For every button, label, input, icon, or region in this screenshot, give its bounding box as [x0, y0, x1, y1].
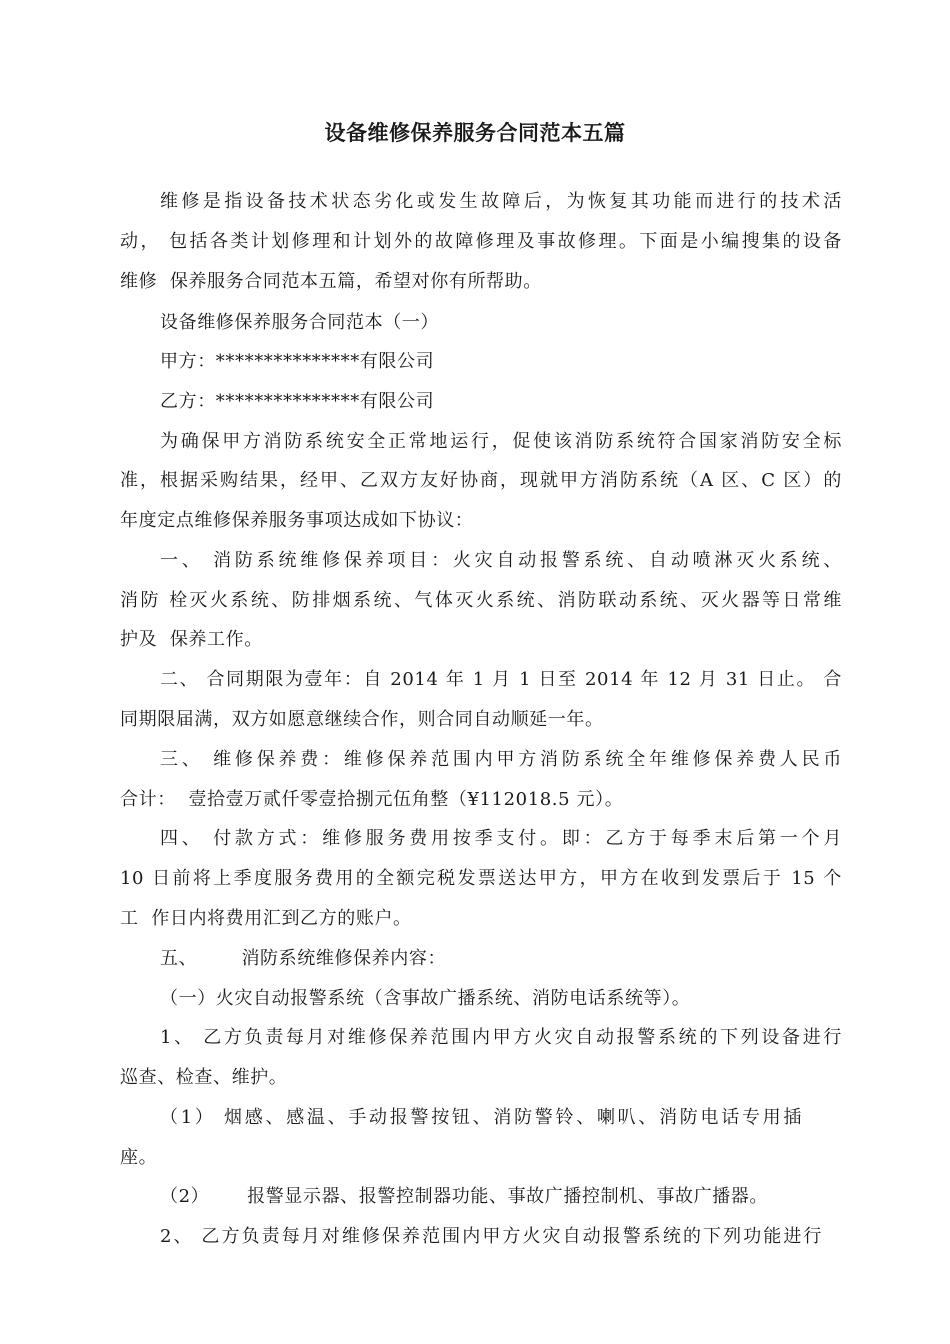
paragraph-line: 维修是指设备技术状态劣化或发生故障后，为恢复其功能而进行的技术活	[160, 191, 842, 212]
clause-line: 同期限届满，双方如愿意继续合作，则合同自动顺延一年。	[120, 709, 604, 730]
item-line: 座。	[120, 1147, 158, 1168]
clause-line: 一、 消防系统维修保养项目：火灾自动报警系统、自动喷淋灭火系统、	[160, 550, 842, 571]
section-heading: 设备维修保养服务合同范本（一）	[160, 312, 439, 333]
clause-line: 工 作日内将费用汇到乙方的账户。	[120, 908, 412, 929]
clause-line: 10 日前将上季度服务费用的全额完税发票送达甲方，甲方在收到发票后于 15 个	[120, 868, 842, 889]
paragraph-line: 维修 保养服务合同范本五篇，希望对你有所帮助。	[120, 271, 542, 292]
subsection-heading: （一）火灾自动报警系统（含事故广播系统、消防电话系统等）。	[160, 988, 691, 1009]
paragraph-line: 动， 包括各类计划修理和计划外的故障修理及事故修理。下面是小编搜集的设备	[120, 231, 842, 252]
party-a-line: 甲方：***************有限公司	[160, 351, 435, 372]
clause-line: 三、 维修保养费：维修保养范围内甲方消防系统全年维修保养费人民币	[160, 749, 842, 770]
item-line: 巡查、检查、维护。	[120, 1067, 288, 1088]
document-title: 设备维修保养服务合同范本五篇	[324, 121, 626, 145]
item-line: （1） 烟感、感温、手动报警按钮、消防警铃、喇叭、消防电话专用插	[160, 1107, 802, 1128]
clause-line: 合计： 壹拾壹万贰仟零壹拾捌元伍角整（¥112018.5 元）。	[120, 789, 624, 810]
clause-line: 护及 保养工作。	[120, 629, 263, 650]
clause-line: 消防 栓灭火系统、防排烟系统、气体灭火系统、消防联动系统、灭火器等日常维	[120, 590, 842, 611]
paragraph-line: 年度定点维修保养服务事项达成如下协议：	[120, 510, 474, 531]
clause-line: 二、 合同期限为壹年：自 2014 年 1 月 1 日至 2014 年 12 月 31 日止。 合	[160, 669, 842, 690]
item-line: （2） 报警显示器、报警控制器功能、事故广播控制机、事故广播器。	[160, 1186, 768, 1207]
paragraph-line: 为确保甲方消防系统安全正常地运行，促使该消防系统符合国家消防安全标	[160, 431, 842, 452]
clause-line: 四、 付款方式：维修服务费用按季支付。即：乙方于每季末后第一个月	[160, 828, 842, 849]
paragraph-line: 准，根据采购结果，经甲、乙双方友好协商，现就甲方消防系统（A 区、C 区）的	[120, 470, 842, 491]
clause-line: 五、 消防系统维修保养内容：	[160, 948, 447, 969]
item-line: 1、 乙方负责每月对维修保养范围内甲方火灾自动报警系统的下列设备进行	[160, 1027, 842, 1048]
party-b-line: 乙方：***************有限公司	[160, 391, 435, 412]
item-line: 2、 乙方负责每月对维修保养范围内甲方火灾自动报警系统的下列功能进行	[160, 1226, 822, 1247]
